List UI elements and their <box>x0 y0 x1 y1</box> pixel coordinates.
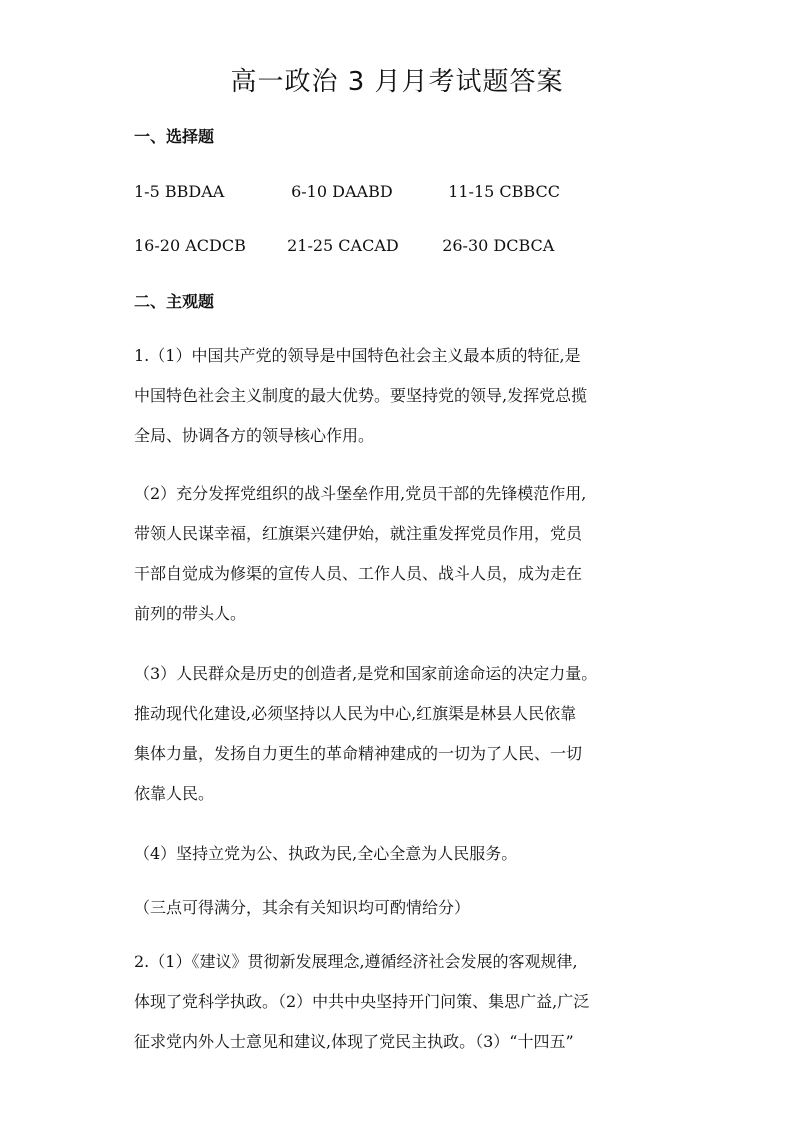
grading-note <box>134 888 694 928</box>
answer-group: 6-10 DAABD <box>291 182 393 201</box>
answer-group: 11-15 CBBCC <box>448 182 560 201</box>
text-line: （2）充分发挥党组织的战斗堡垒作用,党员干部的先锋模范作用, <box>134 484 587 503</box>
section-heading-choice: 一、选择题 <box>134 127 215 146</box>
text-line: 中国特色社会主义制度的最大优势。要坚持党的领导,发挥党总揽 <box>134 386 588 405</box>
answer-group: 21-25 CACAD <box>287 236 399 255</box>
question-2-part-1 <box>134 942 694 1062</box>
text-line: 1.（1）中国共产党的领导是中国特色社会主义最本质的特征,是 <box>134 346 581 365</box>
question-1-part-4 <box>134 834 694 874</box>
text-line: （三点可得满分，其余有关知识均可酌情给分） <box>134 898 471 917</box>
text-line: 2.（1）《建议》贯彻新发展理念,遵循经济社会发展的客观规律, <box>134 952 578 971</box>
answer-row-2 <box>134 234 554 258</box>
text-line: （3）人民群众是历史的创造者,是党和国家前途命运的决定力量。 <box>134 664 598 683</box>
text-line: 带领人民谋幸福，红旗渠兴建伊始，就注重发挥党员作用，党员 <box>134 524 583 543</box>
answer-group: 1-5 BBDAA <box>134 182 225 201</box>
text-line: 干部自觉成为修渠的宣传人员、工作人员、战斗人员，成为走在 <box>134 564 583 583</box>
text-line: 集体力量，发扬自力更生的革命精神建成的一切为了人民、一切 <box>134 744 583 763</box>
page-title: 高一政治 3 月月考试题答案 <box>230 67 564 97</box>
section-heading-subjective: 二、主观题 <box>134 292 215 311</box>
text-line: （4）坚持立党为公、执政为民,全心全意为人民服务。 <box>134 844 518 863</box>
text-line: 体现了党科学执政。（2）中共中央坚持开门问策、集思广益,广泛 <box>134 992 590 1011</box>
answer-row-1 <box>134 180 560 204</box>
question-1-part-3 <box>134 654 694 814</box>
question-1-part-1 <box>134 336 694 456</box>
text-line: 全局、协调各方的领导核心作用。 <box>134 426 375 445</box>
answer-group: 16-20 ACDCB <box>134 236 246 255</box>
question-1-part-2 <box>134 474 694 634</box>
text-line: 征求党内外人士意见和建议,体现了党民主执政。（3）“十四五” <box>134 1032 574 1051</box>
answer-group: 26-30 DCBCA <box>442 236 555 255</box>
text-line: 推动现代化建设,必须坚持以人民为中心,红旗渠是林县人民依靠 <box>134 704 577 723</box>
text-line: 前列的带头人。 <box>134 604 247 623</box>
text-line: 依靠人民。 <box>134 784 215 803</box>
